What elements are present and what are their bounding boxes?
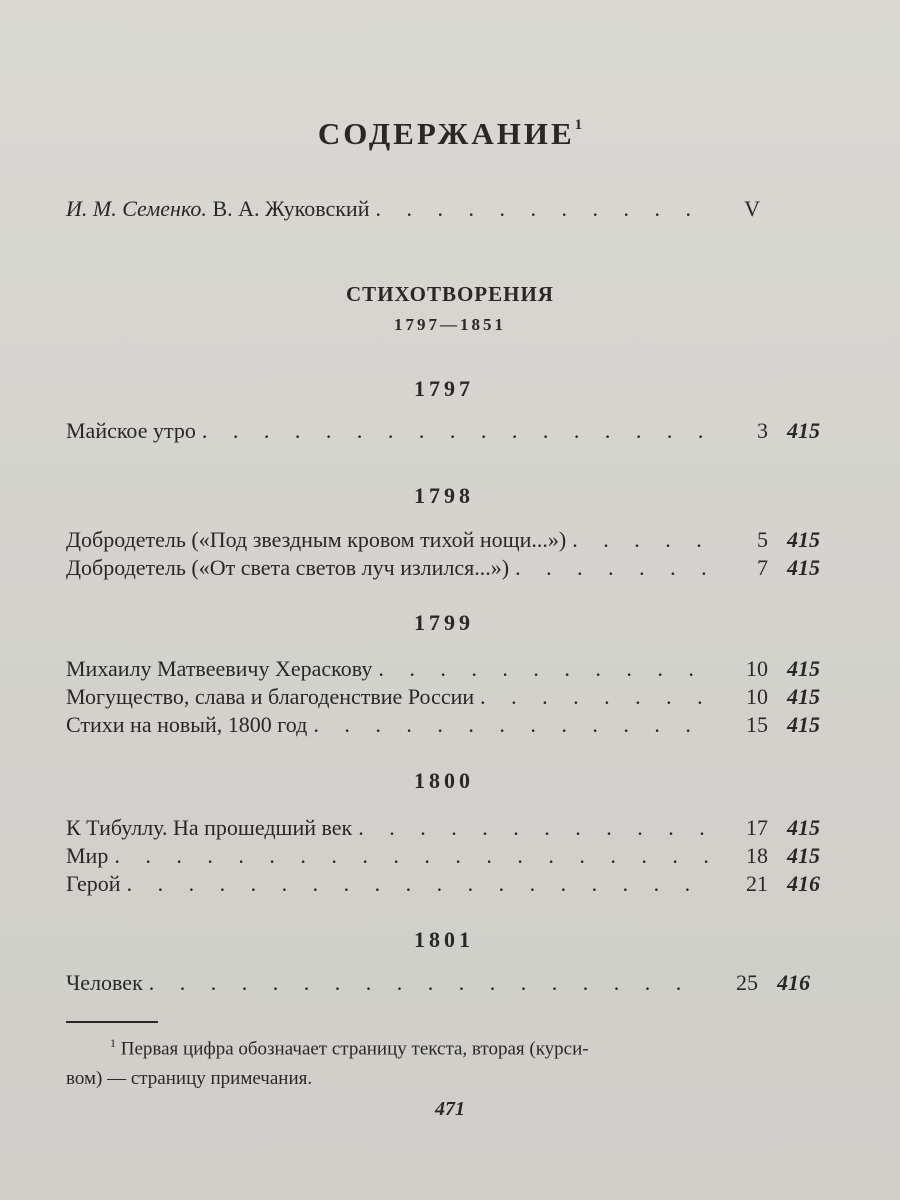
leader-dots [515,555,708,581]
leader-dots [114,843,708,869]
toc-entry [66,712,820,738]
footnote-mark: 1 [110,1036,116,1050]
entry-title: К Тибуллу. На прошедший век [66,815,353,840]
entry-page: 10 [746,684,768,709]
entry-note-page: 415 [787,843,820,868]
entry-note-page: 415 [787,815,820,840]
entry-page: 7 [757,555,768,580]
intro-page: V [744,196,760,221]
entry-title: Михаилу Матвеевичу Хераскову [66,656,373,681]
toc-entry [66,815,820,841]
toc-entry [66,970,810,996]
entry-title: Человек [66,970,143,995]
intro-subject: В. А. Жуковский [212,196,370,221]
leader-dots [149,970,698,996]
entry-page: 5 [757,527,768,552]
section-years: 1797—1851 [394,315,506,334]
leader-dots [572,527,708,553]
leader-dots [378,656,708,682]
entry-note-page: 416 [777,970,810,995]
entry-page: 18 [746,843,768,868]
entry-note-page: 415 [787,684,820,709]
leader-dots [375,196,714,222]
toc-entry [66,418,820,444]
leader-dots [127,871,708,897]
toc-entry [66,555,820,581]
year-heading: 1801 [414,927,474,952]
entry-note-page: 415 [787,712,820,737]
title-text: СОДЕРЖАНИЕ [317,116,575,151]
toc-entry [66,527,820,553]
entry-note-page: 415 [787,656,820,681]
entry-page: 25 [736,970,758,995]
entry-title: Майское утро [66,418,196,443]
year-heading: 1797 [414,376,474,401]
toc-entry [66,684,820,710]
footnote-line-2: вом) — страницу примечания. [66,1068,313,1090]
page-number: 471 [435,1098,465,1120]
intro-entry [66,196,820,222]
footnote [66,1028,822,1094]
leader-dots [358,815,708,841]
entry-note-page: 415 [787,555,820,580]
toc-entry [66,656,820,682]
entry-title: Добродетель («Под звездным кровом тихой нощи...») [66,527,567,552]
year-heading: 1798 [414,483,474,508]
entry-page: 21 [746,871,768,896]
footnote-line-1: Первая цифра обозначает страницу текста, вторая (курси- [120,1038,589,1060]
leader-dots [313,712,708,738]
entry-note-page: 415 [787,527,820,552]
entry-title: Мир [66,843,109,868]
year-heading: 1800 [414,768,474,793]
entry-note-page: 416 [787,871,820,896]
entry-title: Могущество, слава и благоденствие России [66,684,475,709]
page-title [0,116,900,152]
footnote-rule [66,1021,158,1023]
entry-page: 15 [746,712,768,737]
toc-entry [66,843,820,869]
leader-dots [202,418,708,444]
intro-author: И. М. Семенко. [66,196,207,221]
title-footnote-mark: 1 [574,116,583,133]
entry-title: Добродетель («От света светов луч излился...») [66,555,510,580]
entry-title: Стихи на новый, 1800 год [66,712,308,737]
entry-title: Герой [66,871,121,896]
entry-page: 10 [746,656,768,681]
entry-note-page: 415 [787,418,820,443]
section-title: СТИХОТВОРЕНИЯ [346,282,554,306]
leader-dots [480,684,708,710]
year-heading: 1799 [414,610,474,635]
toc-entry [66,871,820,897]
entry-page: 17 [746,815,768,840]
entry-page: 3 [757,418,768,443]
